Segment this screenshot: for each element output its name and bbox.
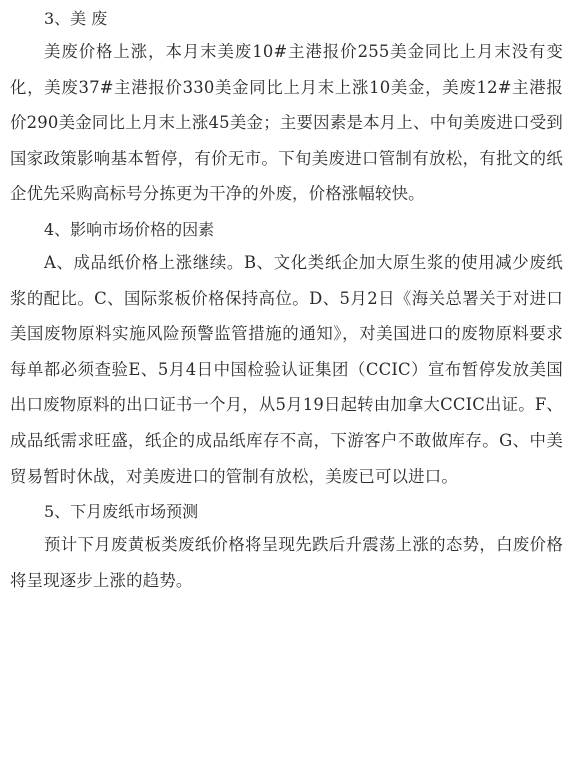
- section-heading-price-factors: 4、影响市场价格的因素: [44, 219, 215, 239]
- section-heading-next-month-forecast: 5、下月废纸市场预测: [44, 502, 199, 522]
- section-paragraph-price-factors: A、成品纸价格上涨继续。B、文化类纸企加大原生浆的使用减少废纸浆的配比。C、国际浆板价格保持高位。D、5月2日《海关总署关于对进口美国废物原料实施风险预警监管措施的通知》，对美国进口的废物原料要求每单都必须查验E、5月4日中国检验认证集团（CCIC）宣布暂停发放美国出口废物原料的出口证书一个月，从5月19日起转由加拿大CCIC出证。F、成品纸需求旺盛，纸企的成品纸库存不高，下游客户不敢做库存。G、中美贸易暂时休战，对美废进口的管制有放松，美废已可以进口。: [10, 252, 563, 486]
- section-paragraph-us-waste: 美废价格上涨，本月末美废10#主港报价255美金同比上月末没有变化，美废37#主港报价330美金同比上月末上涨10美金，美废12#主港报价290美金同比上月末上涨45美金；主要因素是本月上、中旬美废进口受到国家政策影响基本暂停，有价无市。下旬美废进口管制有放松，有批文的纸企优先采购高标号分拣更为干净的外废，价格涨幅较快。: [10, 42, 563, 204]
- section-heading-us-waste: 3、美 废: [44, 9, 108, 28]
- section-paragraph-next-month-forecast: 预计下月废黄板类废纸价格将呈现先跌后升震荡上涨的态势，白废价格将呈现逐步上涨的趋势。: [10, 535, 563, 590]
